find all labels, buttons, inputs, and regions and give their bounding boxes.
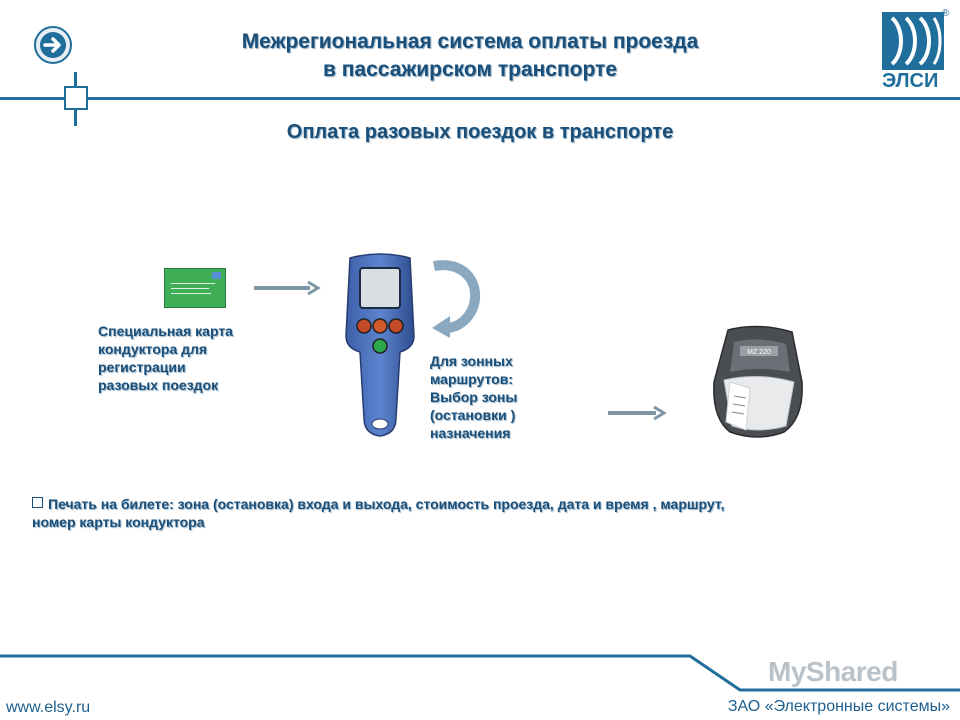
title-line-2: в пассажирском транспорте xyxy=(322,58,618,81)
arrow-right-icon xyxy=(252,279,322,297)
zone-label-line: Для зонных xyxy=(430,353,513,369)
mobile-printer-icon xyxy=(706,322,810,440)
zone-selection-label xyxy=(430,352,560,442)
zone-label-line: маршрутов: xyxy=(430,371,513,387)
zone-label-line: назначения xyxy=(430,425,511,441)
zone-label-line: Выбор зоны xyxy=(430,389,518,405)
registered-mark: ® xyxy=(942,8,950,19)
card-label-line: кондуктора для xyxy=(98,341,208,357)
company-name: ЗАО «Электронные системы» xyxy=(727,698,950,715)
slide-title xyxy=(140,28,800,84)
title-line-1: Межрегиональная система оплаты проезда xyxy=(241,30,699,53)
zone-label-line: (остановки ) xyxy=(430,407,516,423)
elsi-logo xyxy=(878,8,954,94)
card-label-line: регистрации xyxy=(98,359,186,375)
conductor-card-icon xyxy=(164,268,226,308)
card-label xyxy=(98,322,268,394)
slide-subtitle: Оплата разовых поездок в транспорте xyxy=(286,121,674,143)
header-divider xyxy=(0,97,960,100)
logo-text: ЭЛСИ xyxy=(882,70,939,92)
header-cross-box xyxy=(64,86,88,110)
arrow-right-icon xyxy=(606,404,668,422)
printer-model-label: MZ 220 xyxy=(747,349,771,356)
watermark: MyShared xyxy=(768,656,898,687)
ticket-print-note xyxy=(32,495,832,531)
handheld-terminal-icon xyxy=(340,252,420,438)
checkbox-bullet-icon xyxy=(32,497,43,508)
website-link[interactable]: www.elsy.ru xyxy=(6,699,91,716)
bullet-line-2: номер карты кондуктора xyxy=(32,514,205,530)
rotate-arrow-icon xyxy=(428,258,484,340)
card-label-line: Специальная карта xyxy=(98,323,233,339)
next-slide-button[interactable] xyxy=(34,26,72,64)
card-label-line: разовых поездок xyxy=(98,377,219,393)
bullet-line-1: Печать на билете: зона (остановка) входа и выхода, стоимость проезда, дата и время , маршрут, xyxy=(32,495,832,513)
arrow-right-icon xyxy=(36,28,70,62)
